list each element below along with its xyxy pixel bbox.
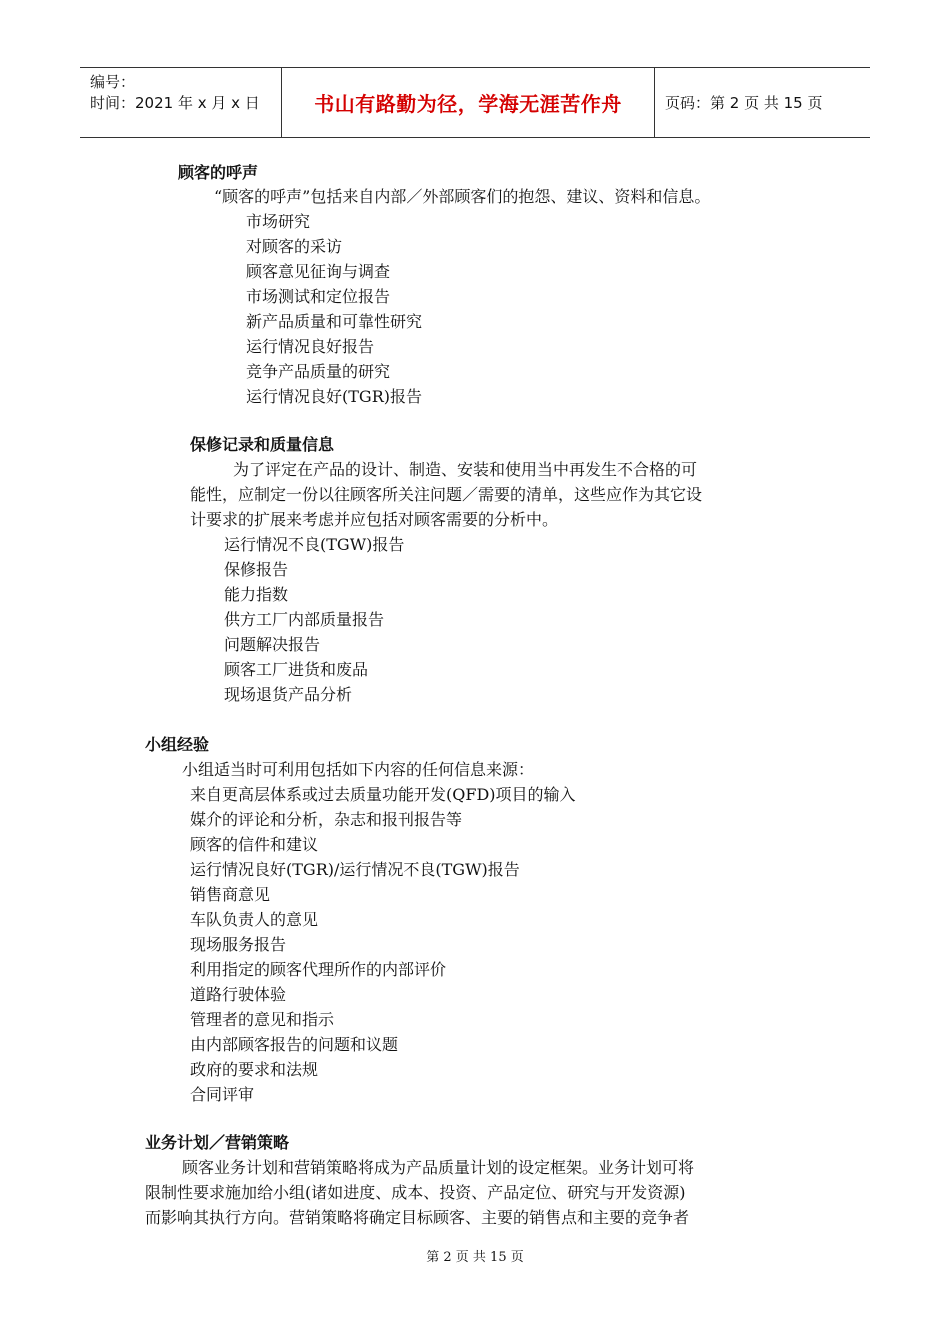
- list-item: 媒介的评论和分析，杂志和报刊报告等: [190, 810, 463, 829]
- list-item: 市场研究: [246, 212, 311, 231]
- list-item: 来自更高层体系或过去质量功能开发(QFD)项目的输入: [190, 785, 576, 804]
- list-item: 竞争产品质量的研究: [246, 362, 391, 381]
- team-intro: 小组适当时可利用包括如下内容的任何信息来源：: [182, 760, 535, 779]
- list-item: 能力指数: [224, 585, 289, 604]
- voice-list: [246, 209, 422, 409]
- business-para-line: 顾客业务计划和营销策略将成为产品质量计划的设定框架。业务计划可将: [182, 1158, 695, 1177]
- list-item: 现场服务报告: [190, 935, 287, 954]
- list-item: 对顾客的采访: [246, 237, 343, 256]
- list-item: 利用指定的顾客代理所作的内部评价: [190, 960, 447, 979]
- voice-intro: “顾客的呼声”包括来自内部／外部顾客们的抱怨、建议、资料和信息。: [214, 187, 711, 206]
- document-date: 时间：2021 年 x 月 x 日: [90, 94, 260, 112]
- list-item: 顾客工厂进货和废品: [224, 660, 369, 679]
- warranty-list: [224, 532, 404, 707]
- list-item: 顾客意见征询与调查: [246, 262, 391, 281]
- section-heading-warranty: 保修记录和质量信息: [190, 435, 335, 454]
- section-heading-business: 业务计划／营销策略: [145, 1133, 290, 1152]
- list-item: 运行情况良好报告: [246, 337, 375, 356]
- list-item: 运行情况良好(TGR)报告: [246, 387, 422, 406]
- list-item: 供方工厂内部质量报告: [224, 610, 385, 629]
- list-item: 政府的要求和法规: [190, 1060, 319, 1079]
- list-item: 新产品质量和可靠性研究: [246, 312, 423, 331]
- list-item: 运行情况良好(TGR)/运行情况不良(TGW)报告: [190, 860, 520, 879]
- section-heading-voice: 顾客的呼声: [178, 163, 259, 182]
- list-item: 顾客的信件和建议: [190, 835, 319, 854]
- list-item: 道路行驶体验: [190, 985, 287, 1004]
- list-item: 运行情况不良(TGW)报告: [224, 535, 405, 554]
- warranty-para-line: 计要求的扩展来考虑并应包括对顾客需要的分析中。: [190, 510, 559, 529]
- business-para-line: 而影响其执行方向。营销策略将确定目标顾客、主要的销售点和主要的竞争者: [145, 1208, 690, 1227]
- page-header: [80, 67, 870, 138]
- business-para-line: 限制性要求施加给小组(诸如进度、成本、投资、产品定位、研究与开发资源): [145, 1183, 686, 1202]
- team-list: [190, 782, 576, 1107]
- list-item: 管理者的意见和指示: [190, 1010, 335, 1029]
- header-page-info: 页码：第 2 页 共 15 页: [665, 94, 823, 112]
- list-item: 保修报告: [224, 560, 289, 579]
- list-item: 销售商意见: [190, 885, 271, 904]
- header-divider: [654, 68, 655, 137]
- header-meta: [90, 72, 280, 114]
- header-motto: 书山有路勤为径，学海无涯苦作舟: [314, 92, 622, 116]
- list-item: 合同评审: [190, 1085, 255, 1104]
- page-footer: 第 2 页 共 15 页: [426, 1250, 524, 1265]
- warranty-para-line: 为了评定在产品的设计、制造、安装和使用当中再发生不合格的可: [233, 460, 698, 479]
- list-item: 车队负责人的意见: [190, 910, 319, 929]
- warranty-para-line: 能性，应制定一份以往顾客所关注问题／需要的清单，这些应作为其它设: [190, 485, 703, 504]
- document-number-label: 编号：: [90, 73, 136, 91]
- section-heading-team: 小组经验: [145, 735, 210, 754]
- list-item: 市场测试和定位报告: [246, 287, 391, 306]
- list-item: 现场退货产品分析: [224, 685, 353, 704]
- list-item: 问题解决报告: [224, 635, 321, 654]
- list-item: 由内部顾客报告的问题和议题: [190, 1035, 399, 1054]
